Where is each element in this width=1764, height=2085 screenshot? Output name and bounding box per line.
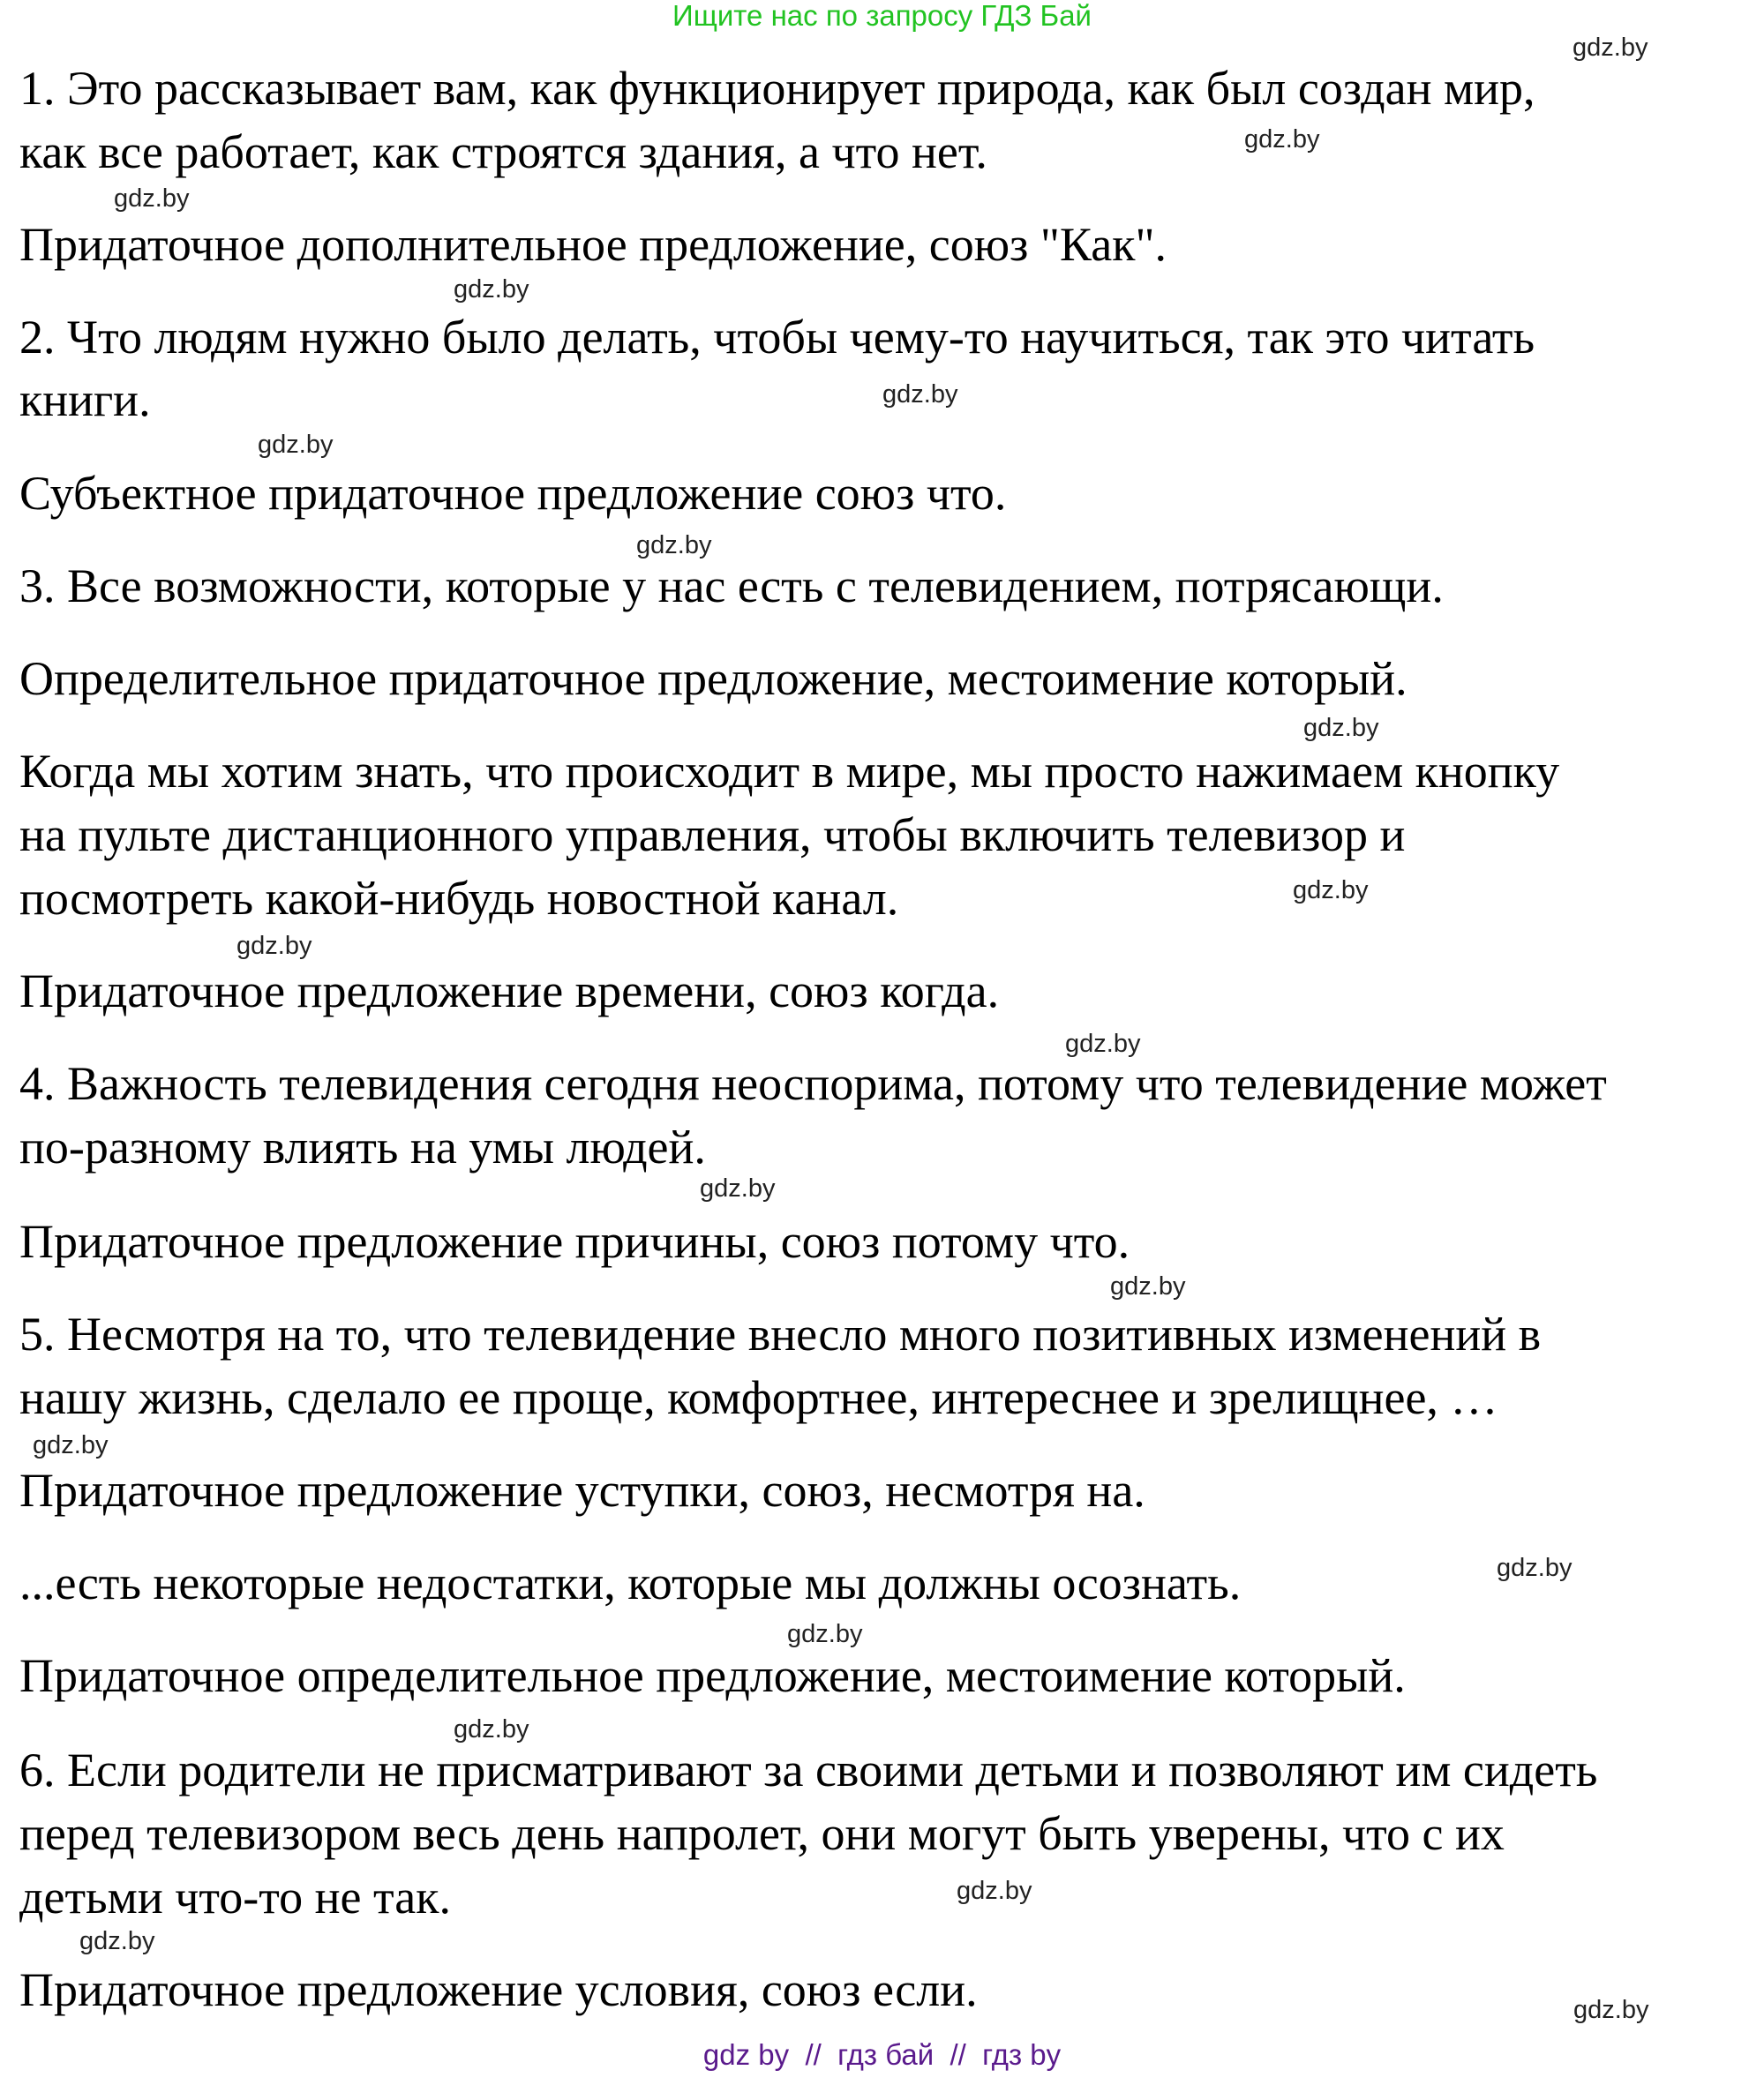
text-line: детьми что-то не так.	[19, 1871, 451, 1924]
search-hint-banner: Ищите нас по запросу ГДЗ Бай	[672, 0, 1092, 32]
text-line: Придаточное предложение уступки, союз, несмотря на.	[19, 1464, 1145, 1517]
watermark: gdz.by	[787, 1620, 863, 1648]
text-line: как все работает, как строятся здания, а что нет.	[19, 125, 987, 178]
watermark: gdz.by	[454, 275, 529, 304]
watermark: gdz.by	[33, 1431, 109, 1459]
text-line: Определительное придаточное предложение, местоимение который.	[19, 652, 1407, 705]
text-line: Придаточное предложение причины, союз потому что.	[19, 1215, 1130, 1268]
text-line: ...есть некоторые недостатки, которые мы должны осознать.	[19, 1556, 1242, 1609]
watermark: gdz.by	[636, 531, 712, 559]
watermark: gdz.by	[79, 1927, 155, 1955]
text-line: 4. Важность телевидения сегодня неоспорима, потому что телевидение может	[19, 1057, 1607, 1110]
watermark: gdz.by	[1303, 714, 1379, 742]
watermark: gdz.by	[1497, 1554, 1573, 1582]
watermark: gdz.by	[882, 380, 958, 409]
watermark: gdz.by	[1293, 876, 1369, 904]
text-line: Придаточное предложение условия, союз если.	[19, 1963, 978, 2016]
text-line: на пульте дистанционного управления, чтобы включить телевизор и	[19, 808, 1406, 861]
footer-links: gdz by // гдз бай // гдз by	[702, 2038, 1062, 2071]
text-line: Придаточное дополнительное предложение, союз "Как".	[19, 218, 1167, 271]
watermark: gdz.by	[1110, 1272, 1186, 1301]
text-line: 5. Несмотря на то, что телевидение внесло много позитивных изменений в	[19, 1308, 1542, 1361]
text-line: нашу жизнь, сделало ее проще, комфортнее, интереснее и зрелищнее, …	[19, 1371, 1498, 1424]
watermark: gdz.by	[258, 431, 334, 459]
text-line: Субъектное придаточное предложение союз что.	[19, 467, 1007, 520]
watermark: gdz.by	[1244, 125, 1320, 154]
text-line: 3. Все возможности, которые у нас есть с телевидением, потрясающи.	[19, 559, 1444, 612]
text-line: 1. Это рассказывает вам, как функционирует природа, как был создан мир,	[19, 62, 1535, 115]
text-line: Придаточное определительное предложение, местоимение который.	[19, 1649, 1406, 1702]
text-line: 6. Если родители не присматривают за своими детьми и позволяют им сидеть	[19, 1744, 1598, 1796]
watermark: gdz.by	[957, 1877, 1032, 1905]
text-line: книги.	[19, 373, 151, 426]
text-line: 2. Что людям нужно было делать, чтобы чему-то научиться, так это читать	[19, 311, 1535, 364]
text-line: посмотреть какой-нибудь новостной канал.	[19, 872, 899, 925]
text-line: по-разному влиять на умы людей.	[19, 1121, 706, 1174]
watermark: gdz.by	[700, 1174, 776, 1203]
watermark: gdz.by	[1065, 1030, 1141, 1058]
watermark: gdz.by	[1573, 1996, 1649, 2024]
watermark: gdz.by	[236, 932, 312, 960]
text-line: перед телевизором весь день напролет, они могут быть уверены, что с их	[19, 1807, 1505, 1860]
text-line: Когда мы хотим знать, что происходит в мире, мы просто нажимаем кнопку	[19, 745, 1560, 798]
watermark: gdz.by	[454, 1715, 529, 1744]
text-line: Придаточное предложение времени, союз когда.	[19, 964, 1000, 1017]
watermark: gdz.by	[114, 184, 190, 213]
watermark: gdz.by	[1573, 34, 1648, 62]
